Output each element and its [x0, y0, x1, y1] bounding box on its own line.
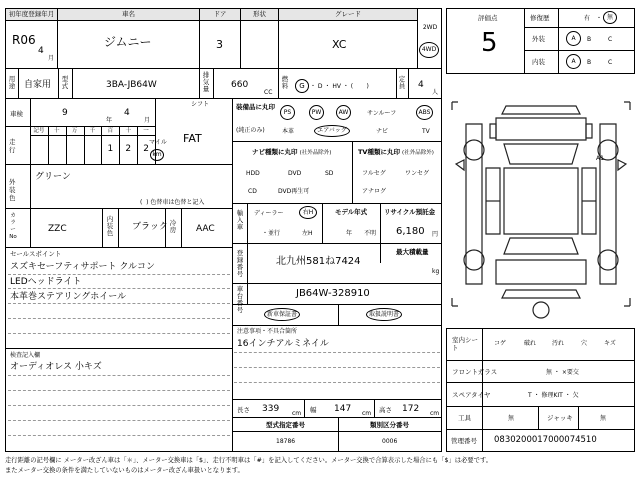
- displacement-label: 排気量: [202, 71, 210, 93]
- repair-yes: 有: [584, 15, 591, 22]
- vin-label: 車台番号: [236, 285, 244, 314]
- class-no-label: 類別区分番号: [370, 421, 409, 429]
- equip-navi: ナビ: [376, 128, 389, 135]
- model-label: 型式: [61, 75, 69, 90]
- navi-dvd: DVD: [288, 170, 302, 177]
- model-value: 3BA-JB64W: [106, 80, 157, 90]
- length-unit: cm: [292, 410, 302, 417]
- equip-abs: ABS: [416, 105, 433, 120]
- inspection-month: 4: [124, 108, 130, 118]
- seat-kizu: キズ: [604, 340, 616, 347]
- drive-4wd: 4WD: [419, 42, 439, 58]
- equipment-sub: (純正のみ): [236, 127, 265, 134]
- equip-aw: AW: [336, 105, 351, 120]
- shift-label: シフト: [191, 101, 210, 108]
- ext-grade-b: B: [587, 36, 592, 43]
- mileage-label: 走行: [9, 138, 16, 154]
- car-name-label: 車名: [58, 9, 199, 20]
- recycle-label: リサイクル預託金: [384, 208, 436, 216]
- equip-airbag: エアバッグ: [314, 125, 350, 137]
- sales-line-3: 本革巻ステアリングホイール: [10, 292, 127, 302]
- model-year-unit: 年: [346, 230, 353, 237]
- seat-label: 室内シート: [452, 336, 478, 352]
- max-load-label: 最大積載量: [396, 248, 429, 256]
- capacity-value: 4: [418, 80, 424, 90]
- length-label: 長さ: [237, 406, 250, 414]
- windshield-label: フロントガラス: [452, 368, 498, 376]
- repair-no: 無: [603, 11, 617, 24]
- doors-label: ドア: [200, 9, 240, 20]
- month-unit: 月: [48, 55, 55, 62]
- inspection-month-unit: 月: [144, 117, 151, 124]
- type-no-label: 型式指定番号: [266, 421, 305, 429]
- capacity-unit: 人: [432, 89, 439, 96]
- navi-type-title: ナビ種類に丸印 (社外品除外): [252, 148, 332, 156]
- color-no-label: カラーNo: [9, 213, 17, 240]
- import-label: 輸入車: [236, 209, 244, 231]
- mileage-col-header: 万: [71, 128, 78, 134]
- inspector-label: 検査記入欄: [10, 352, 41, 359]
- navi-sd: SD: [325, 170, 334, 177]
- score-value: 5: [481, 28, 498, 58]
- mgmt-value: 0830200017000074510: [494, 435, 597, 445]
- first-reg-year: R06: [12, 33, 36, 47]
- tools-value: 無: [508, 415, 515, 422]
- reg-value: 北九州581ね7424: [276, 256, 361, 267]
- shape-label: 形状: [241, 9, 278, 20]
- recycle-unit: 円: [432, 231, 439, 238]
- use-label: 用途: [8, 75, 16, 90]
- type-no-value: 18786: [276, 438, 296, 445]
- width-value: 147: [334, 404, 352, 414]
- navi-hdd: HDD: [246, 170, 260, 177]
- tv-type-title: TV種類に丸印 (社外品除外): [358, 148, 434, 156]
- interior-value: ブラック: [132, 222, 168, 232]
- inspection-year-unit: 年: [106, 117, 113, 124]
- car-name-value: ジムニー: [104, 35, 152, 49]
- mileage-digit: 2: [143, 144, 149, 154]
- exterior-note: ( ) 色替車は色替と記入: [140, 199, 205, 206]
- int-grade-a: A: [566, 54, 581, 69]
- inspector-value: オーディオレス 小キズ: [10, 362, 102, 372]
- mileage-digit: 1: [107, 144, 114, 154]
- import-right: 右H: [299, 206, 317, 219]
- ac-label: 冷房: [169, 219, 177, 234]
- drive-2wd: 2WD: [422, 24, 438, 31]
- class-no-value: 0006: [382, 438, 398, 445]
- ext-grade-c: C: [608, 36, 613, 43]
- int-grade-c: C: [608, 59, 613, 66]
- displacement-value: 660: [231, 80, 249, 90]
- inspection-year: 9: [62, 108, 68, 118]
- seat-koge: コゲ: [494, 340, 507, 347]
- mileage-col-header: 一: [143, 128, 149, 134]
- vin-value: JB64W-328910: [296, 288, 370, 299]
- first-reg-month: 4: [38, 46, 44, 56]
- import-parallel: ・並行: [262, 230, 281, 237]
- sheet-frame: [5, 8, 442, 452]
- ext-label: 外装: [532, 35, 545, 43]
- navi-cd: CD: [248, 188, 257, 195]
- sales-line-1: スズキセーフティサポート クルコン: [10, 262, 156, 272]
- windshield-value: 無 ・ ×要交: [546, 369, 579, 376]
- sales-line-2: LEDヘッドライト: [10, 277, 82, 287]
- sales-point-label: セールスポイント: [10, 250, 62, 258]
- tv-oneseg: ワンセグ: [405, 170, 430, 177]
- tv-analog: アナログ: [362, 188, 387, 195]
- footer-line-1: 走行距離の記号欄に メーター改ざん車は「＊」、メーター交換車は「$」、走行不明車は「#」を記入してください。メーター交換で合算表示した場合にも「$」は必要です。: [5, 457, 493, 464]
- notes-value: 16インチアルミネイル: [237, 339, 329, 349]
- mileage-digit: 2: [125, 144, 132, 154]
- use-value: 自家用: [24, 80, 52, 90]
- inspection-label: 車検: [10, 110, 23, 118]
- cc-unit: CC: [264, 89, 273, 96]
- exterior-value: グリーン: [35, 172, 71, 182]
- diagram-mark-a1: A1: [596, 155, 604, 162]
- mileage-col-header: 千: [89, 128, 96, 134]
- footer-line-2: またメーター交換の条件を満たしていないものはメーター改ざん車扱いとなります。: [5, 467, 244, 474]
- spare-value: T ・ 修理KIT ・ 欠: [528, 392, 579, 399]
- equip-ps: PS: [280, 105, 295, 120]
- mileage-col-header: 十: [125, 128, 131, 134]
- grade-value: XC: [332, 38, 347, 51]
- doors-value: 3: [216, 38, 223, 51]
- notes-label: 注意事項・不具合箇所: [237, 328, 298, 335]
- mileage-col-header: 百: [107, 128, 114, 134]
- length-value: 339: [262, 404, 280, 414]
- spare-label: スペアタイヤ: [452, 391, 491, 399]
- capacity-label: 定員: [398, 75, 406, 90]
- int-label: 内装: [532, 58, 545, 66]
- equip-sunroof: サンルーフ: [367, 110, 397, 117]
- equip-pw: PW: [309, 105, 324, 120]
- seat-ana: 穴: [581, 340, 588, 347]
- mileage-col-header: 記号: [33, 128, 45, 134]
- car-diagram: [446, 84, 636, 324]
- equip-leather: 本革: [282, 128, 295, 135]
- equip-tv: TV: [422, 128, 430, 135]
- navi-dvd-play: DVD再生可: [278, 188, 310, 195]
- height-value: 172: [402, 404, 420, 414]
- height-label: 高さ: [379, 406, 392, 414]
- model-year-unknown: 不明: [364, 230, 377, 237]
- fuel-options: ・ D ・ HV ・ ( ): [310, 83, 369, 90]
- interior-label: 内装色: [106, 215, 114, 237]
- equipment-label: 装備品に丸印: [236, 103, 275, 111]
- width-unit: cm: [362, 410, 372, 417]
- exterior-label: 外装色: [9, 178, 16, 202]
- first-reg-label: 初年度登録年月: [6, 9, 57, 20]
- color-no-value: ZZC: [48, 224, 67, 234]
- fuel-g: G: [295, 79, 309, 93]
- shift-value: FAT: [183, 132, 202, 145]
- height-unit: cm: [430, 410, 440, 417]
- ac-value: AAC: [196, 224, 215, 234]
- mgmt-label: 管理番号: [451, 437, 477, 445]
- import-left: 左H: [302, 230, 313, 237]
- ext-grade-a: A: [566, 31, 581, 46]
- jack-label: ジャッキ: [547, 414, 573, 422]
- model-year-label: モデル年式: [335, 208, 368, 216]
- reg-label: 登録番号: [236, 249, 244, 278]
- import-dealer: ディーラー: [254, 210, 284, 217]
- score-label: 評価点: [478, 14, 498, 22]
- manual-doc: 取扱説明書: [366, 308, 402, 321]
- seat-yogore: 汚れ: [552, 340, 565, 347]
- km-unit: km: [150, 149, 164, 161]
- jack-value: 無: [600, 415, 607, 422]
- repair-label: 修復歴: [530, 14, 550, 22]
- tv-fullseg: フルセグ: [362, 170, 386, 177]
- fuel-label: 燃料: [281, 75, 289, 90]
- grade-label: グレード: [279, 9, 417, 20]
- recycle-value: 6,180: [396, 226, 425, 237]
- seat-yabure: 破れ: [524, 340, 537, 347]
- mileage-col-header: 十: [54, 128, 60, 134]
- int-grade-b: B: [587, 59, 592, 66]
- width-label: 幅: [310, 406, 317, 414]
- tools-label: 工具: [458, 414, 471, 422]
- warranty-doc: 新車保証書: [264, 308, 300, 321]
- max-load-unit: kg: [432, 268, 440, 275]
- mile-label: マイル: [149, 139, 167, 146]
